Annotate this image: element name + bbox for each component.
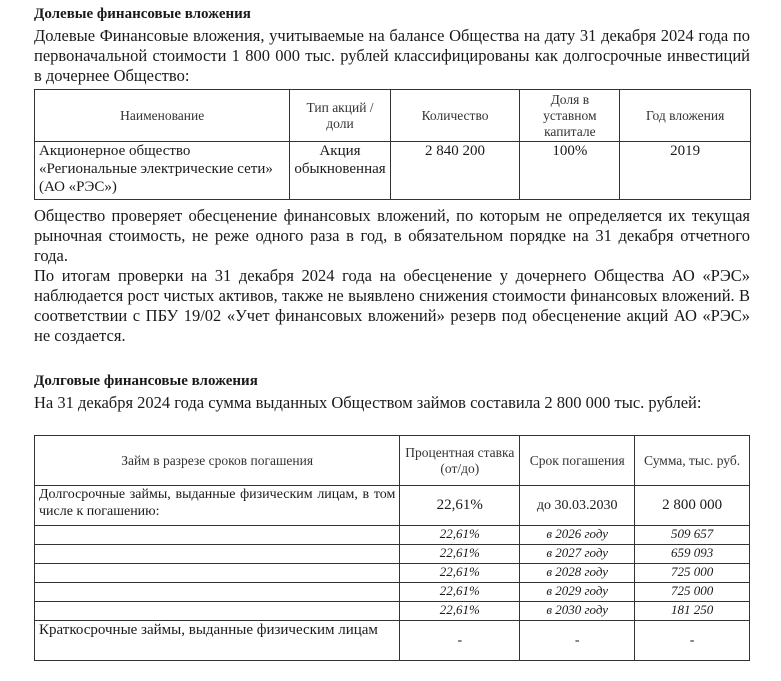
cell-long-term-name: Долгосрочные займы, выданные физическим лицам, в том числе к погашению: xyxy=(35,486,400,526)
cell-short-term-amount: - xyxy=(635,621,750,661)
loans-table xyxy=(34,435,750,661)
table-row xyxy=(35,564,750,583)
cell-term: в 2030 году xyxy=(520,602,635,621)
header-share: Доля в уставном капитале xyxy=(520,90,620,142)
cell-rate: 22,61% xyxy=(400,564,520,583)
table-row xyxy=(35,526,750,545)
header-amount: Сумма, тыс. руб. xyxy=(635,436,750,486)
equity-investments-table xyxy=(34,89,751,200)
cell-amount: 725 000 xyxy=(635,564,750,583)
cell-rate: 22,61% xyxy=(400,545,520,564)
cell-amount: 509 657 xyxy=(635,526,750,545)
debt-intro-paragraph: На 31 декабря 2024 года сумма выданных Обществом займов составила 2 800 000 тыс. рублей: xyxy=(34,393,702,412)
cell-long-term-term: до 30.03.2030 xyxy=(520,486,635,526)
cell-term: в 2029 году xyxy=(520,583,635,602)
cell-long-term-rate: 22,61% xyxy=(400,486,520,526)
cell-rate: 22,61% xyxy=(400,526,520,545)
cell-share-percent: 100% xyxy=(520,142,620,200)
cell-short-term-name: Краткосрочные займы, выданные физическим лицам xyxy=(35,621,400,661)
cell-term: в 2026 году xyxy=(520,526,635,545)
cell-rate: 22,61% xyxy=(400,602,520,621)
cell-term: в 2027 году xyxy=(520,545,635,564)
cell-empty xyxy=(35,526,400,545)
cell-empty xyxy=(35,564,400,583)
cell-short-term-rate: - xyxy=(400,621,520,661)
impairment-check-paragraph: Общество проверяет обесценение финансовых вложений, по которым не определяется их текущая рыночная стоимость, не реже одного раза в год, в обязательном порядке на 31 декабря отчетного года. xyxy=(34,206,750,265)
header-term: Срок погашения xyxy=(520,436,635,486)
header-year: Год вложения xyxy=(620,90,751,142)
table-row xyxy=(35,602,750,621)
impairment-result-paragraph: По итогам проверки на 31 декабря 2024 года на обесценение у дочернего Общества АО «РЭС» наблюдается рост чистых активов, также не выявлено снижения стоимости финансовых вложений. В соответствии с ПБУ 19/02 «Учет финансовых вложений» резерв под обесценение акций АО «РЭС» не создается. xyxy=(34,266,750,345)
section-heading-equity: Долевые финансовые вложения xyxy=(34,6,251,22)
table-row xyxy=(35,142,751,200)
header-loan-maturity: Займ в разрезе сроков погашения xyxy=(35,436,400,486)
header-interest-rate: Процентная ставка (от/до) xyxy=(400,436,520,486)
cell-quantity: 2 840 200 xyxy=(390,142,520,200)
cell-amount: 725 000 xyxy=(635,583,750,602)
section-heading-debt: Долговые финансовые вложения xyxy=(34,373,258,389)
cell-investment-year: 2019 xyxy=(620,142,751,200)
cell-empty xyxy=(35,545,400,564)
equity-intro-paragraph xyxy=(34,26,750,86)
cell-empty xyxy=(35,583,400,602)
table-row-long-term xyxy=(35,486,750,526)
cell-amount: 659 093 xyxy=(635,545,750,564)
cell-rate: 22,61% xyxy=(400,583,520,602)
equity-intro-text: Долевые Финансовые вложения, учитываемые на балансе Общества на дату 31 декабря 2024 года по первоначальной стоимости 1 800 000 тыс. рублей классифицированы как долгосрочные инвестиций в дочернее Общество: xyxy=(34,26,750,85)
header-type: Тип акций / доли xyxy=(290,90,390,142)
cell-amount: 181 250 xyxy=(635,602,750,621)
cell-short-term-term: - xyxy=(520,621,635,661)
table-row-short-term xyxy=(35,621,750,661)
cell-share-type: Акция обыкновенная xyxy=(290,142,390,200)
cell-company-name: Акционерное общество «Региональные электрические сети» (АО «РЭС») xyxy=(35,142,290,200)
cell-term: в 2028 году xyxy=(520,564,635,583)
header-quantity: Количество xyxy=(390,90,520,142)
table-row xyxy=(35,545,750,564)
cell-empty xyxy=(35,602,400,621)
table-row xyxy=(35,583,750,602)
cell-long-term-amount: 2 800 000 xyxy=(635,486,750,526)
header-name: Наименование xyxy=(35,90,290,142)
